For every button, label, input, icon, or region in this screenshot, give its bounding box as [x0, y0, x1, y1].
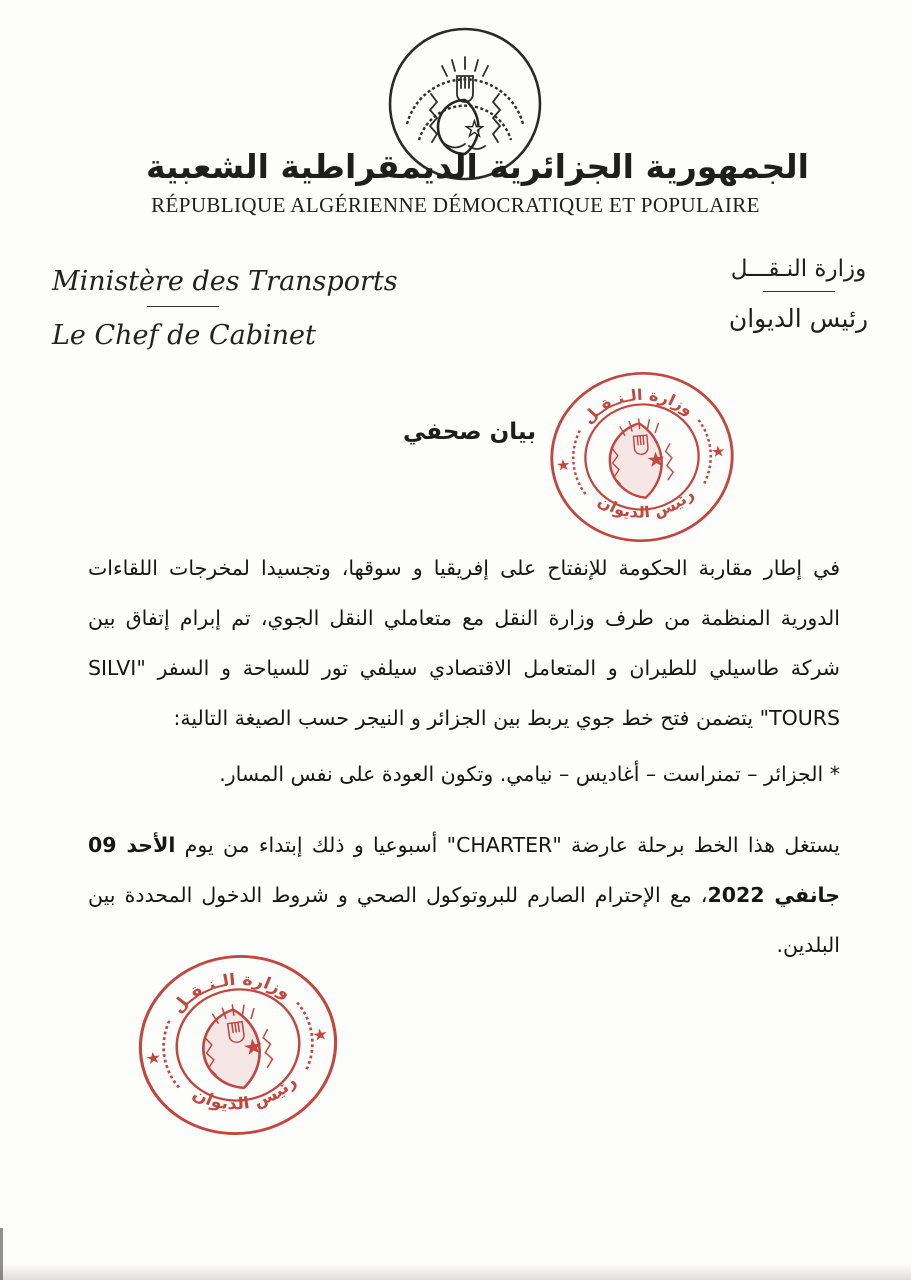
stamp-star-right-icon: ★: [310, 1023, 330, 1045]
letterhead-arabic-block: [706, 256, 891, 333]
stamp-top-text: وزارة الـنـقـل: [577, 385, 698, 428]
ministry-stamp-lower: [122, 937, 354, 1152]
letterhead-divider-left: [147, 306, 219, 307]
stamp-bottom-text: رئيس الديوان: [594, 485, 698, 522]
body-paragraph-2: [88, 820, 840, 970]
stamp-svg: [122, 937, 354, 1152]
stamp-star-right-icon: ★: [710, 441, 727, 462]
national-emblem-icon: [385, 24, 545, 144]
stamp-ring-calligraphy-left: [571, 430, 586, 495]
republic-title-arabic: الجمهورية الجزائرية الديمقراطية الشعبية: [146, 147, 809, 186]
stamp-inner-star-icon: ★: [645, 447, 667, 474]
start-date-bold: الأحد 09 جانفي 2022: [88, 833, 840, 907]
stamp-top-text: وزارة الـنـقـل: [166, 969, 296, 1017]
ministry-name-french: Ministère des Transports: [52, 266, 398, 297]
ministry-stamp-upper: [539, 360, 746, 554]
stamp-bottom-text: رئيس الديوان: [189, 1072, 301, 1114]
press-release-title: بيان صحفي: [403, 419, 536, 445]
star-icon: ★: [465, 117, 484, 141]
bottom-edge-shadow: [0, 1264, 911, 1280]
office-name-arabic: رئيس الديوان: [728, 304, 869, 333]
stamp-inner-star-icon: ★: [241, 1033, 266, 1062]
paragraph2-text: يستغل هذا الخط برحلة عارضة "CHARTER" أسبوعيا و ذلك إبتداء من يوم: [175, 833, 841, 857]
paragraph2-text-end: ، مع الإحترام الصارم للبروتوكول الصحي و شروط الدخول المحددة بين البلدين.: [88, 883, 840, 957]
sun-rays: [442, 57, 488, 76]
letterhead-divider-right: [763, 291, 835, 292]
stamp-ring-calligraphy-right: [699, 419, 714, 484]
stamp-svg: [539, 360, 746, 554]
stamp-star-left-icon: ★: [555, 455, 572, 475]
office-name-french: Le Chef de Cabinet: [52, 320, 316, 351]
left-edge-shadow: [0, 1228, 3, 1280]
stamp-ring-calligraphy-left: [160, 1020, 179, 1088]
body-paragraph-1: في إطار مقاربة الحكومة للإنفتاح على إفريقيا و سوقها، وتجسيدا لمخرجات اللقاءات الدورية المنظمة من طرف وزارة النقل مع متعاملي النقل الجوي، تم إبرام إتفاق بين شركة طاسيلي للطيران و المتعامل الاقتصادي سيلفي تور للسياحة و السفر "SILVI TOURS" يتضمن فتح خط جوي يربط بين الجزائر و النيجر حسب الصيغة التالية:: [88, 556, 840, 730]
republic-title-french: RÉPUBLIQUE ALGÉRIENNE DÉMOCRATIQUE ET POPULAIRE: [151, 193, 760, 217]
press-release-body: [88, 543, 840, 970]
wheat-stalk-left: [430, 94, 437, 142]
stamp-star-left-icon: ★: [144, 1047, 163, 1069]
route-line: * الجزائر – تمنراست – أغاديس – نيامي. وتكون العودة على نفس المسار.: [219, 762, 840, 786]
stamp-branch-right: [665, 444, 674, 480]
ministry-name-arabic: وزارة النـقـــل: [730, 256, 867, 282]
letterhead-french-block: [52, 266, 398, 351]
